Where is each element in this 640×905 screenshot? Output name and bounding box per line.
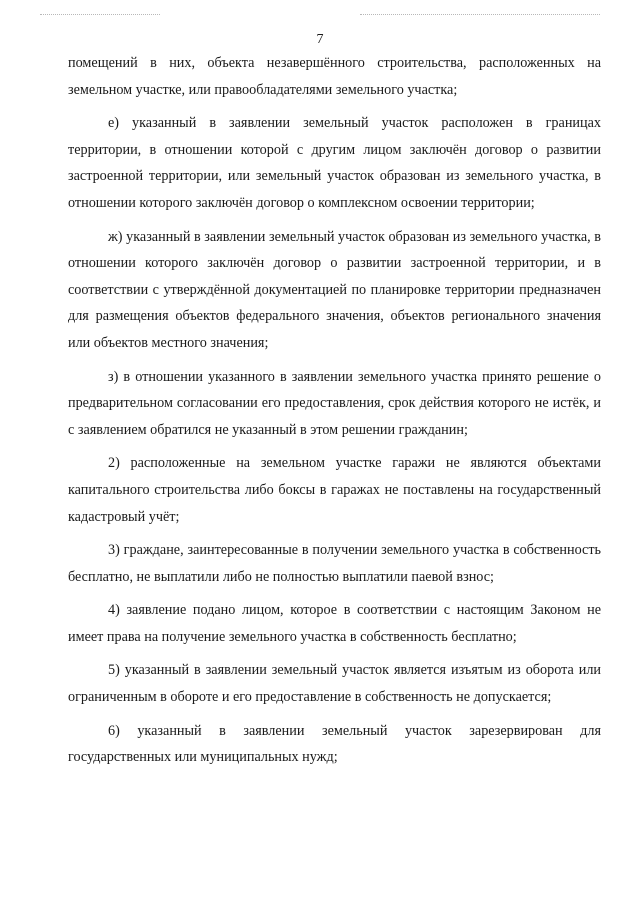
scan-artifact-line — [40, 14, 160, 16]
paragraph-item-5: 5) указанный в заявлении земельный участок является изъятым из оборота или ограниченным в обороте и его предоставление в собственность не допускается; — [68, 662, 601, 706]
paragraph-item-2: 2) расположенные на земельном участке гаражи не являются объектами капитального строительства либо боксы в гаражах не поставлены на государственный кадастровый учёт; — [68, 455, 601, 525]
paragraph-item-zh: ж) указанный в заявлении земельный участок образован из земельного участка, в отношении которого заключён договор о развитии застроенной территории, и в соответствии с утверждённой документацией по планировке территории предназначен для размещения объектов федерального значения, объектов регионального значения или объектов местного значения; — [68, 228, 601, 351]
paragraph-item-z: з) в отношении указанного в заявлении земельного участка принято решение о предварительном согласовании его предоставления, срок действия которого не истёк, и с заявлением обратился не указанный в этом решении гражданин; — [68, 368, 601, 438]
paragraph-item-3: 3) граждане, заинтересованные в получении земельного участка в собственность бесплатно, не выплатили либо не полностью выплатили паевой взнос; — [68, 542, 601, 585]
paragraph-item-4: 4) заявление подано лицом, которое в соответствии с настоящим Законом не имеет права на получение земельного участка в собственность бесплатно; — [68, 602, 601, 645]
scan-artifact-line — [360, 14, 600, 16]
paragraph-continuation: помещений в них, объекта незавершённого строительства, расположенных на земельном участке, или правообладателями земельного участка; — [68, 55, 601, 98]
paragraph-item-e: е) указанный в заявлении земельный участок расположен в границах территории, в отношении которой с другим лицом заключён договор о развитии застроенной территории, или земельный участок образован из земельного участка, в отношении которого заключён договор о комплексном освоении территории; — [68, 115, 601, 211]
document-body — [68, 50, 601, 778]
paragraph-item-6: 6) указанный в заявлении земельный участок зарезервирован для государственных или муниципальных нужд; — [68, 722, 601, 766]
page-number: 7 — [316, 32, 324, 47]
